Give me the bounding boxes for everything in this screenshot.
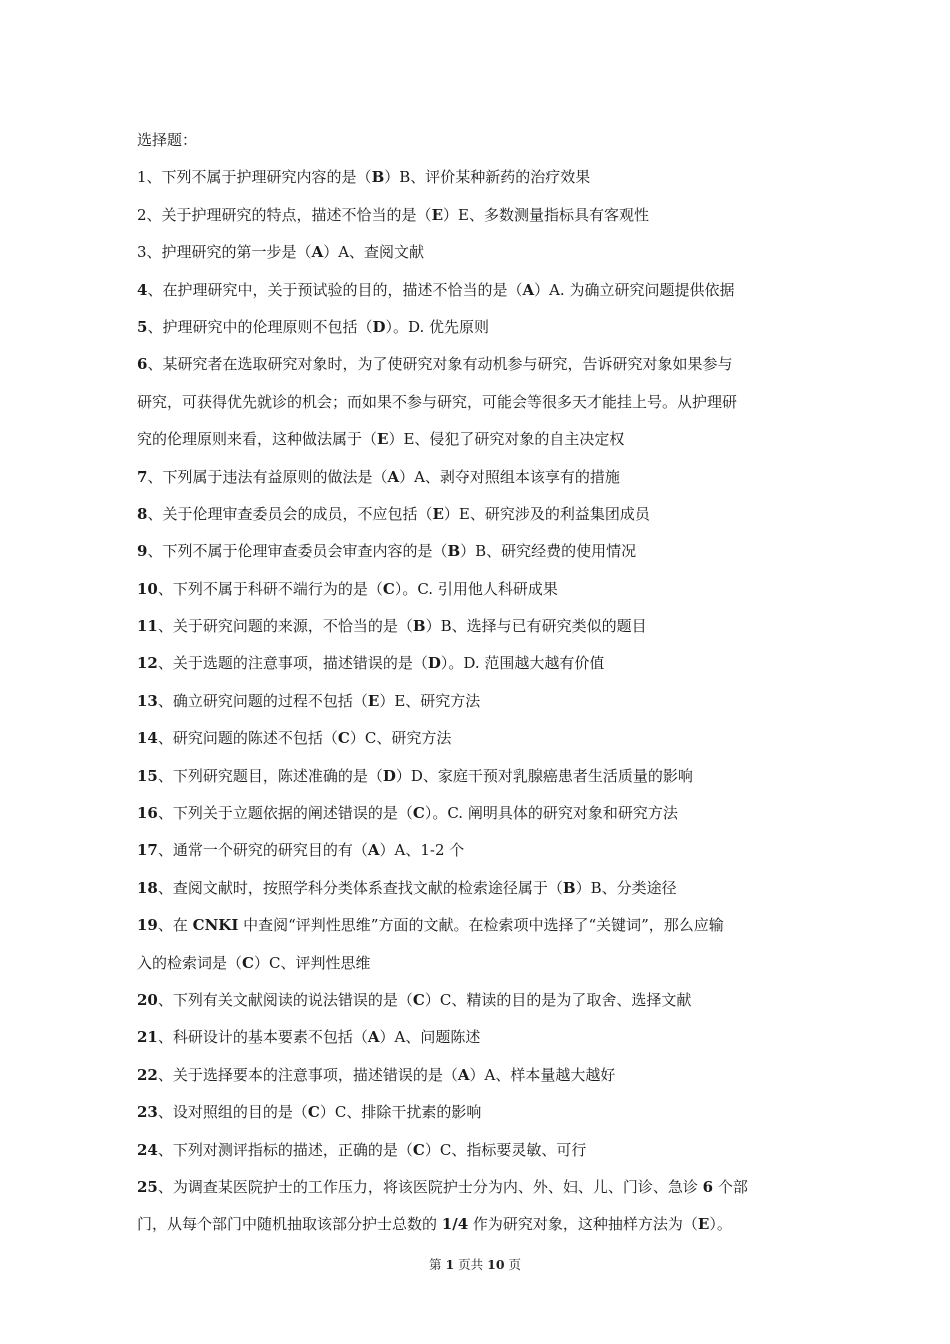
text-run: 3 [137,243,147,262]
text-run: 21 [137,1028,158,1047]
text-run: 18 [137,878,158,897]
question-line [137,982,827,1019]
text-run: E [367,691,380,710]
text-run: 、设对照组的目的是（ [157,1103,308,1122]
text-run: B [412,617,426,636]
question-line [137,421,827,458]
text-run: C [412,804,425,823]
text-run: ）A、查阅文献 [323,243,425,262]
question-line [137,384,827,421]
text-run: 究的伦理原则来看，这种做法属于（ [137,430,378,449]
text-run: 13 [137,691,158,710]
text-run: ）E、研究方法 [379,691,481,710]
text-run: E [697,1215,710,1234]
question-line [137,346,827,383]
question-line [137,496,827,533]
footer-run: 页共 [454,1257,488,1272]
text-run: 17 [137,841,158,860]
text-run: 、下列关于立题依据的阐述错误的是（ [157,804,413,823]
question-line [137,870,827,907]
text-run: 1/4 [441,1215,469,1234]
text-run: D [382,766,396,785]
text-run: 个部 [713,1177,748,1196]
text-run: 6 [137,355,148,374]
text-run: ）E、多数测量指标具有客观性 [443,205,649,224]
text-run: C [412,990,425,1009]
text-run: E [431,205,443,224]
question-line [137,907,827,944]
text-run: ）B、研究经费的使用情况 [460,542,637,561]
text-run: ）A、问题陈述 [379,1028,481,1047]
text-run: ）C、指标要灵敏、可行 [424,1140,587,1159]
question-line [137,608,827,645]
text-run: 4 [137,280,148,299]
text-run: 、关于研究问题的来源，不恰当的是（ [157,617,413,636]
question-line [137,1132,827,1169]
text-run: B [371,168,385,187]
text-run: 24 [137,1140,158,1159]
section-heading: 选择题： [137,131,198,149]
text-run: ）A、1-2 个 [379,841,465,860]
text-run: C [337,729,350,748]
text-run: 、确立研究问题的过程不包括（ [157,691,368,710]
question-list [137,122,827,1244]
text-run: 作为研究对象，这种抽样方法为（ [468,1215,698,1234]
text-run: ）。D. 范围越大越有价值 [440,654,605,673]
question-line [137,1094,827,1131]
question-line [137,720,827,757]
text-run: B [562,878,576,897]
text-run: 15 [137,766,158,785]
footer-run: 第 [428,1257,446,1272]
text-run: 、关于选题的注意事项，描述错误的是（ [157,654,428,673]
text-run: 、护理研究的第一步是（ [146,243,312,262]
text-run: ）。C. 阐明具体的研究对象和研究方法 [424,804,678,823]
question-line [137,234,827,271]
text-run: C [412,1140,425,1159]
text-run: D [427,654,441,673]
footer-run: 10 [487,1257,505,1272]
question-line [137,1206,827,1243]
text-run: ）C、评判性思维 [253,953,371,972]
text-run: D [372,317,386,336]
text-run: 16 [137,804,158,823]
text-run: 、关于护理研究的特点，描述不恰当的是（ [146,205,432,224]
text-run: 10 [137,579,158,598]
text-run: 中查阅“评判性思维”方面的文献。在检索项中选择了“关键词”，那么应输 [238,916,724,935]
text-run: 1 [137,168,147,187]
text-run: A [311,243,324,262]
text-run: 、某研究者在选取研究对象时，为了使研究对象有动机参与研究，告诉研究对象如果参与 [147,355,733,374]
text-run: ）。C. 引用他人科研成果 [394,579,558,598]
text-run: 、通常一个研究的研究目的有（ [157,841,368,860]
text-run: CNKI [192,916,239,935]
text-run: 、在护理研究中，关于预试验的目的，描述不恰当的是（ [147,280,523,299]
text-run: ）C、研究方法 [349,729,452,748]
footer-run: 页 [504,1257,522,1272]
text-run: 22 [137,1065,158,1084]
text-run: 、护理研究中的伦理原则不包括（ [147,317,373,336]
question-line [137,159,827,196]
question-line [137,197,827,234]
text-run: 入的检索词是（ [137,953,243,972]
question-line [137,1169,827,1206]
text-run: E [432,504,444,523]
page-footer [0,1255,950,1273]
text-run: C [242,953,254,972]
text-run: 5 [137,317,148,336]
text-run: ）。 [709,1215,732,1234]
text-run: 、下列有关文献阅读的说法错误的是（ [157,990,413,1009]
text-run: C [307,1103,320,1122]
question-line [137,459,827,496]
text-run: 、为调查某医院护士的工作压力，将该医院护士分为内、外、妇、儿、门诊、急诊 [157,1177,703,1196]
question-line [137,945,827,982]
text-run: 7 [137,467,148,486]
text-run: A [367,1028,380,1047]
text-run: ）E、研究涉及的利益集团成员 [443,504,650,523]
text-run: 9 [137,542,148,561]
question-line [137,533,827,570]
text-run: B [447,542,461,561]
question-line [137,758,827,795]
text-run: 6 [702,1177,714,1196]
text-run: 12 [137,654,158,673]
question-line [137,1019,827,1056]
text-run: ）A、剥夺对照组本该享有的措施 [399,467,620,486]
text-run: ）C、排除干扰素的影响 [319,1103,482,1122]
text-run: ）A. 为确立研究问题提供依据 [534,280,735,299]
question-line [137,795,827,832]
text-run: 、关于选择要本的注意事项，描述错误的是（ [157,1065,458,1084]
text-run: A [522,280,535,299]
text-run: ）C、精读的目的是为了取舍、选择文献 [424,990,692,1009]
text-run: 14 [137,729,158,748]
question-lines [137,159,827,1243]
question-line [137,832,827,869]
text-run: 、下列属于违法有益原则的做法是（ [147,467,388,486]
question-line [137,272,827,309]
text-run: 、科研设计的基本要素不包括（ [157,1028,368,1047]
text-run: 、下列不属于伦理审查委员会审查内容的是（ [147,542,448,561]
text-run: 2 [137,205,147,224]
text-run: 8 [137,504,148,523]
text-run: ）B、分类途径 [575,878,677,897]
text-run: ）B、选择与已有研究类似的题目 [425,617,647,636]
text-run: 、关于伦理审查委员会的成员，不应包括（ [147,504,433,523]
question-line [137,309,827,346]
text-run: ）E、侵犯了研究对象的自主决定权 [388,430,625,449]
text-run: ）D、家庭干预对乳腺癌患者生活质量的影响 [395,766,693,785]
text-run: 、下列对测评指标的描述，正确的是（ [157,1140,413,1159]
question-line [137,645,827,682]
text-run: A [457,1065,470,1084]
text-run: E [377,430,389,449]
text-run: 、下列不属于科研不端行为的是（ [157,579,383,598]
text-run: 门，从每个部门中随机抽取该部分护士总数的 [137,1215,442,1234]
text-run: A [367,841,380,860]
text-run: 、下列研究题目，陈述准确的是（ [157,766,383,785]
text-run: 11 [137,617,158,636]
text-run: 研究，可获得优先就诊的机会；而如果不参与研究，可能会等很多天才能挂上号。从护理研 [137,392,738,411]
text-run: 、在 [157,916,193,935]
text-run: A [387,467,400,486]
text-run: 19 [137,916,158,935]
text-run: 、研究问题的陈述不包括（ [157,729,338,748]
question-line [137,571,827,608]
text-run: 、查阅文献时，按照学科分类体系查找文献的检索途径属于（ [157,878,563,897]
question-line [137,1057,827,1094]
text-run: 20 [137,990,158,1009]
text-run: ）。D. 优先原则 [385,317,489,336]
text-run: 、下列不属于护理研究内容的是（ [146,168,372,187]
text-run: 25 [137,1177,158,1196]
text-run: 23 [137,1103,158,1122]
footer-run: 1 [445,1257,455,1272]
text-run: ）B、评价某种新药的治疗效果 [384,168,591,187]
question-line [137,683,827,720]
text-run: ）A、样本量越大越好 [469,1065,616,1084]
text-run: C [382,579,395,598]
